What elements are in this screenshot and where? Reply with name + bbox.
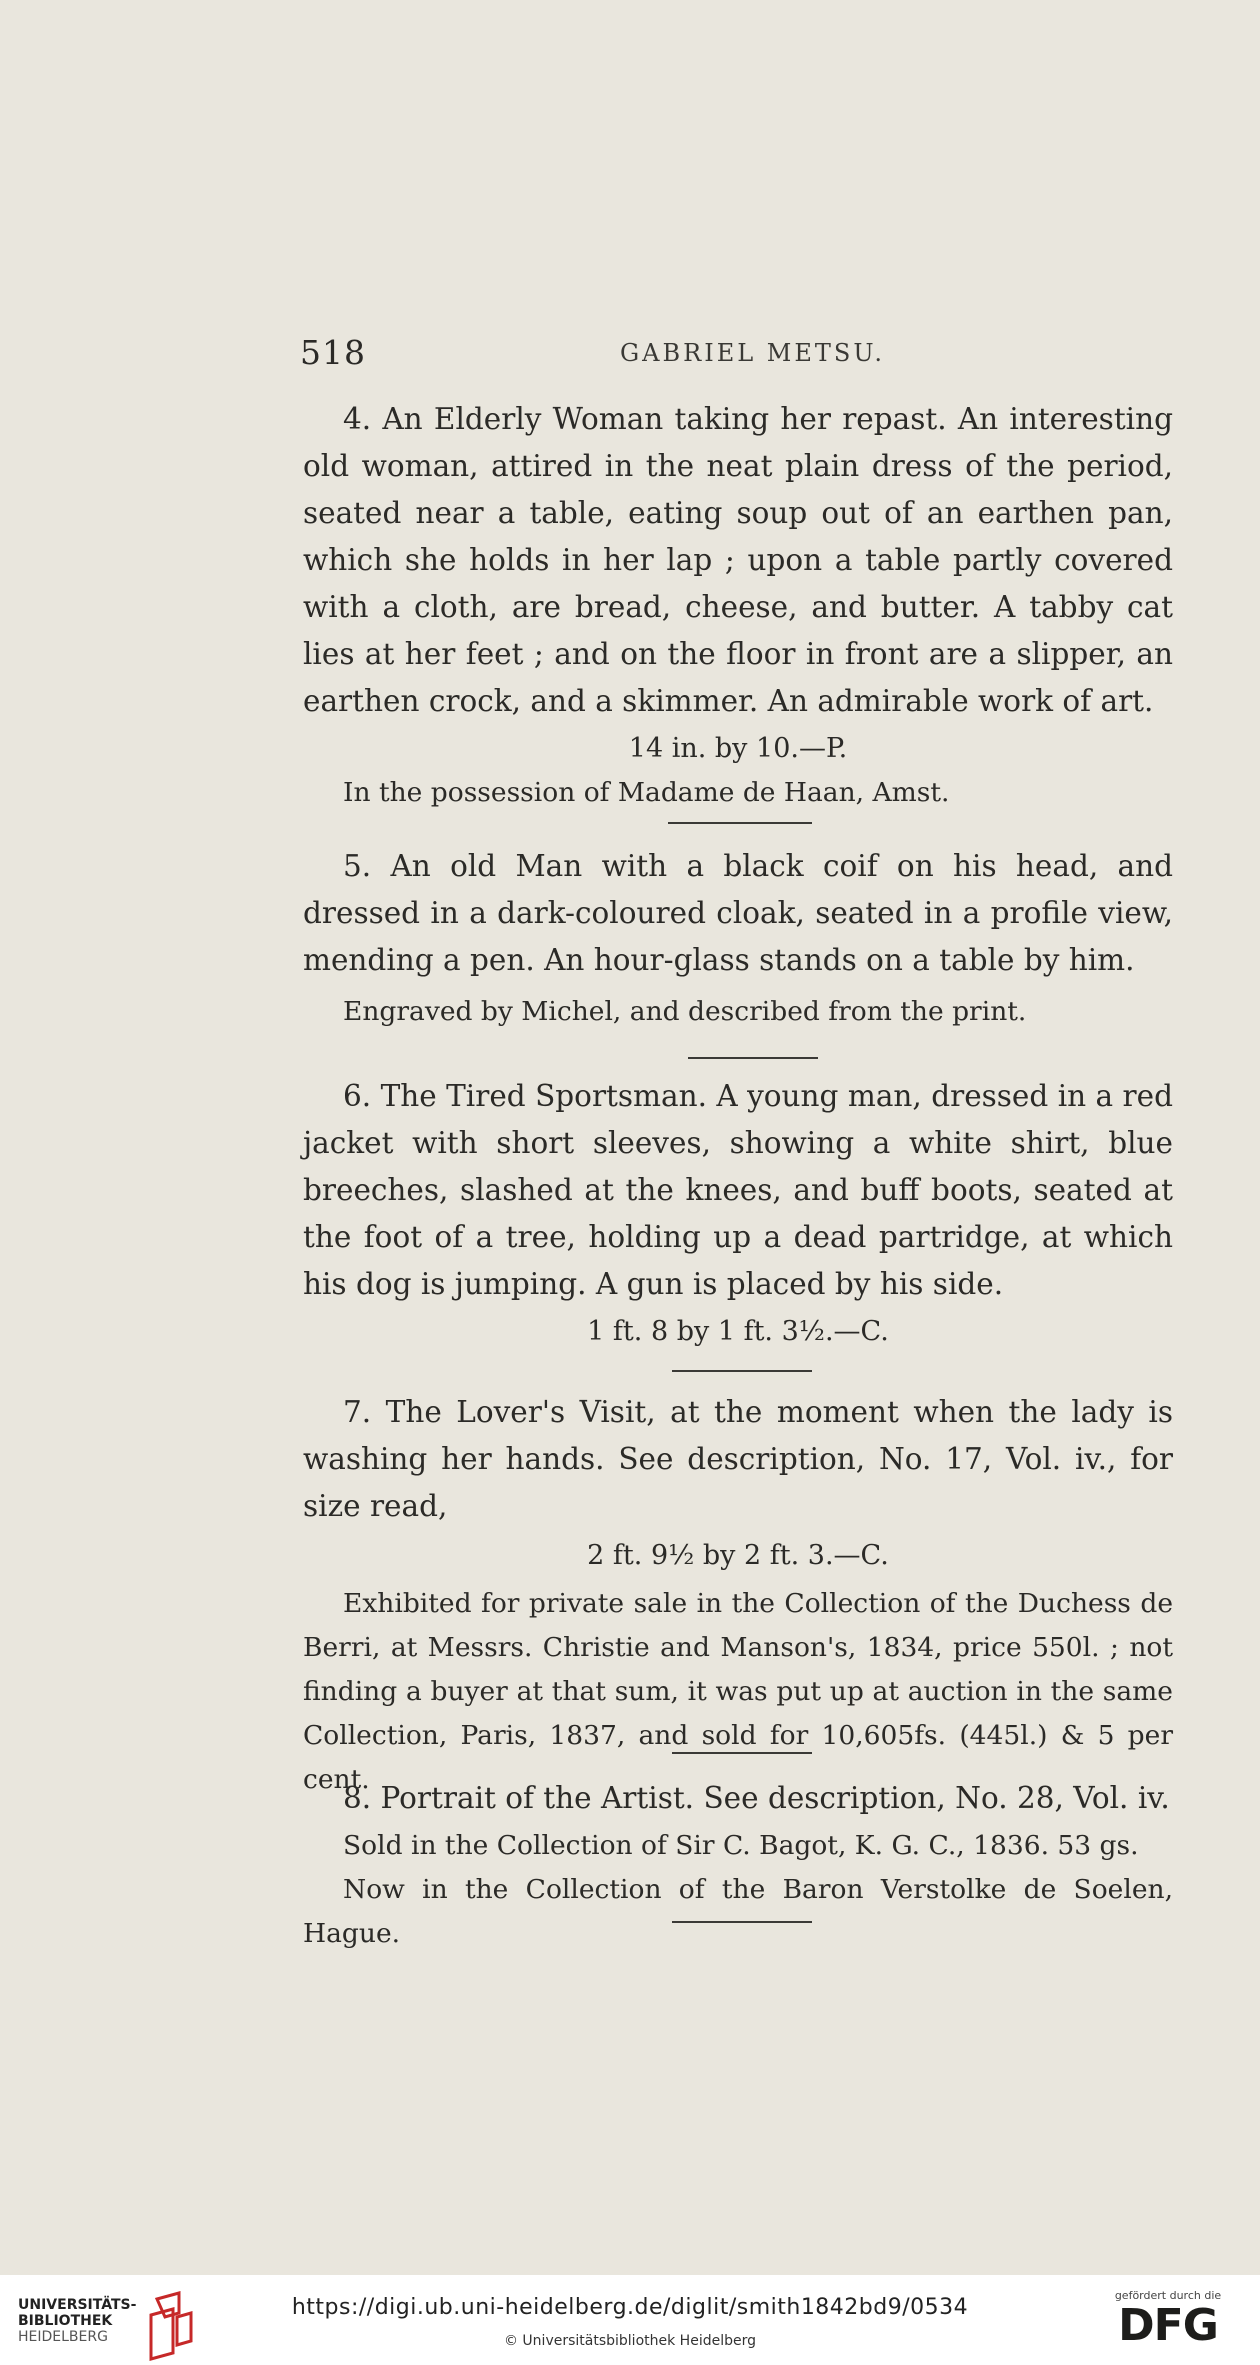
catalogue-entry-7: [303, 1389, 1173, 1802]
catalogue-entry-4: [303, 396, 1173, 815]
library-name-line3: HEIDELBERG: [18, 2329, 108, 2345]
catalogue-entry-6: [303, 1073, 1173, 1354]
section-divider: [672, 1921, 812, 1923]
copyright-notice: © Universitätsbibliothek Heidelberg: [503, 2333, 756, 2349]
entry-description: 5. An old Man with a black coif on his head, and dressed in a dark-coloured cloak, seated in a profile view, mending a pen. An hour-glass stands on a table by him.: [303, 849, 1173, 977]
entry-description: 8. Portrait of the Artist. See description, No. 28, Vol. iv.: [343, 1781, 1170, 1815]
library-name-line2: BIBLIOTHEK: [18, 2313, 113, 2329]
section-divider: [672, 1370, 812, 1372]
running-title: GABRIEL METSU.: [620, 339, 885, 367]
dfg-funding-logo[interactable]: [1098, 2289, 1238, 2359]
entry-location: Now in the Collection of the Baron Verstolke de Soelen, Hague.: [303, 1874, 1173, 1949]
entry-provenance: In the possession of Madame de Haan, Amst.: [343, 777, 950, 808]
entry-provenance: Engraved by Michel, and described from the print.: [343, 996, 1027, 1027]
library-footer: [0, 2275, 1260, 2365]
entry-description: 7. The Lover's Visit, at the moment when the lady is washing her hands. See description, No. 17, Vol. iv., for size read,: [303, 1395, 1173, 1523]
dfg-logo-text: DFG: [1118, 2300, 1218, 2351]
section-divider: [672, 1752, 812, 1754]
entry-size: 2 ft. 9½ by 2 ft. 3.—C.: [587, 1540, 889, 1571]
entry-provenance: Exhibited for private sale in the Collection of the Duchess de Berri, at Messrs. Christie and Manson's, 1834, price 550l. ; not finding a buyer at that sum, it was put up at auction in the same Collection, Paris, 1837, and sold for 10,605fs. (445l.) & 5 per cent.: [303, 1588, 1173, 1795]
dfg-caption: gefördert durch die: [1114, 2289, 1222, 2302]
library-name-line1: UNIVERSITÄTS-: [18, 2297, 137, 2313]
section-divider: [668, 822, 812, 824]
entry-size: 14 in. by 10.—P.: [628, 733, 848, 764]
entry-size: 1 ft. 8 by 1 ft. 3½.—C.: [587, 1316, 889, 1347]
entry-provenance: Sold in the Collection of Sir C. Bagot, K. G. C., 1836. 53 gs.: [343, 1830, 1139, 1861]
catalogue-entry-8: [303, 1775, 1173, 1956]
permalink-url[interactable]: https://digi.ub.uni-heidelberg.de/diglit/smith1842bd9/0534: [291, 2295, 969, 2320]
entry-description: 4. An Elderly Woman taking her repast. An interesting old woman, attired in the neat plain dress of the period, seated near a table, eating soup out of an earthen pan, which she holds in her lap ; upon a table partly covered with a cloth, are bread, cheese, and butter. A tabby cat lies at her feet ; and on the floor in front are a slipper, an earthen crock, and a skimmer. An admirable work of art.: [303, 402, 1173, 718]
section-divider: [688, 1057, 818, 1059]
catalogue-entry-5: [303, 843, 1173, 1034]
page-number: 518: [300, 333, 366, 372]
entry-description: 6. The Tired Sportsman. A young man, dressed in a red jacket with short sleeves, showing a white shirt, blue breeches, slashed at the knees, and buff boots, seated at the foot of a tree, holding up a dead partridge, at which his dog is jumping. A gun is placed by his side.: [303, 1079, 1173, 1301]
page-header: [300, 333, 1180, 377]
